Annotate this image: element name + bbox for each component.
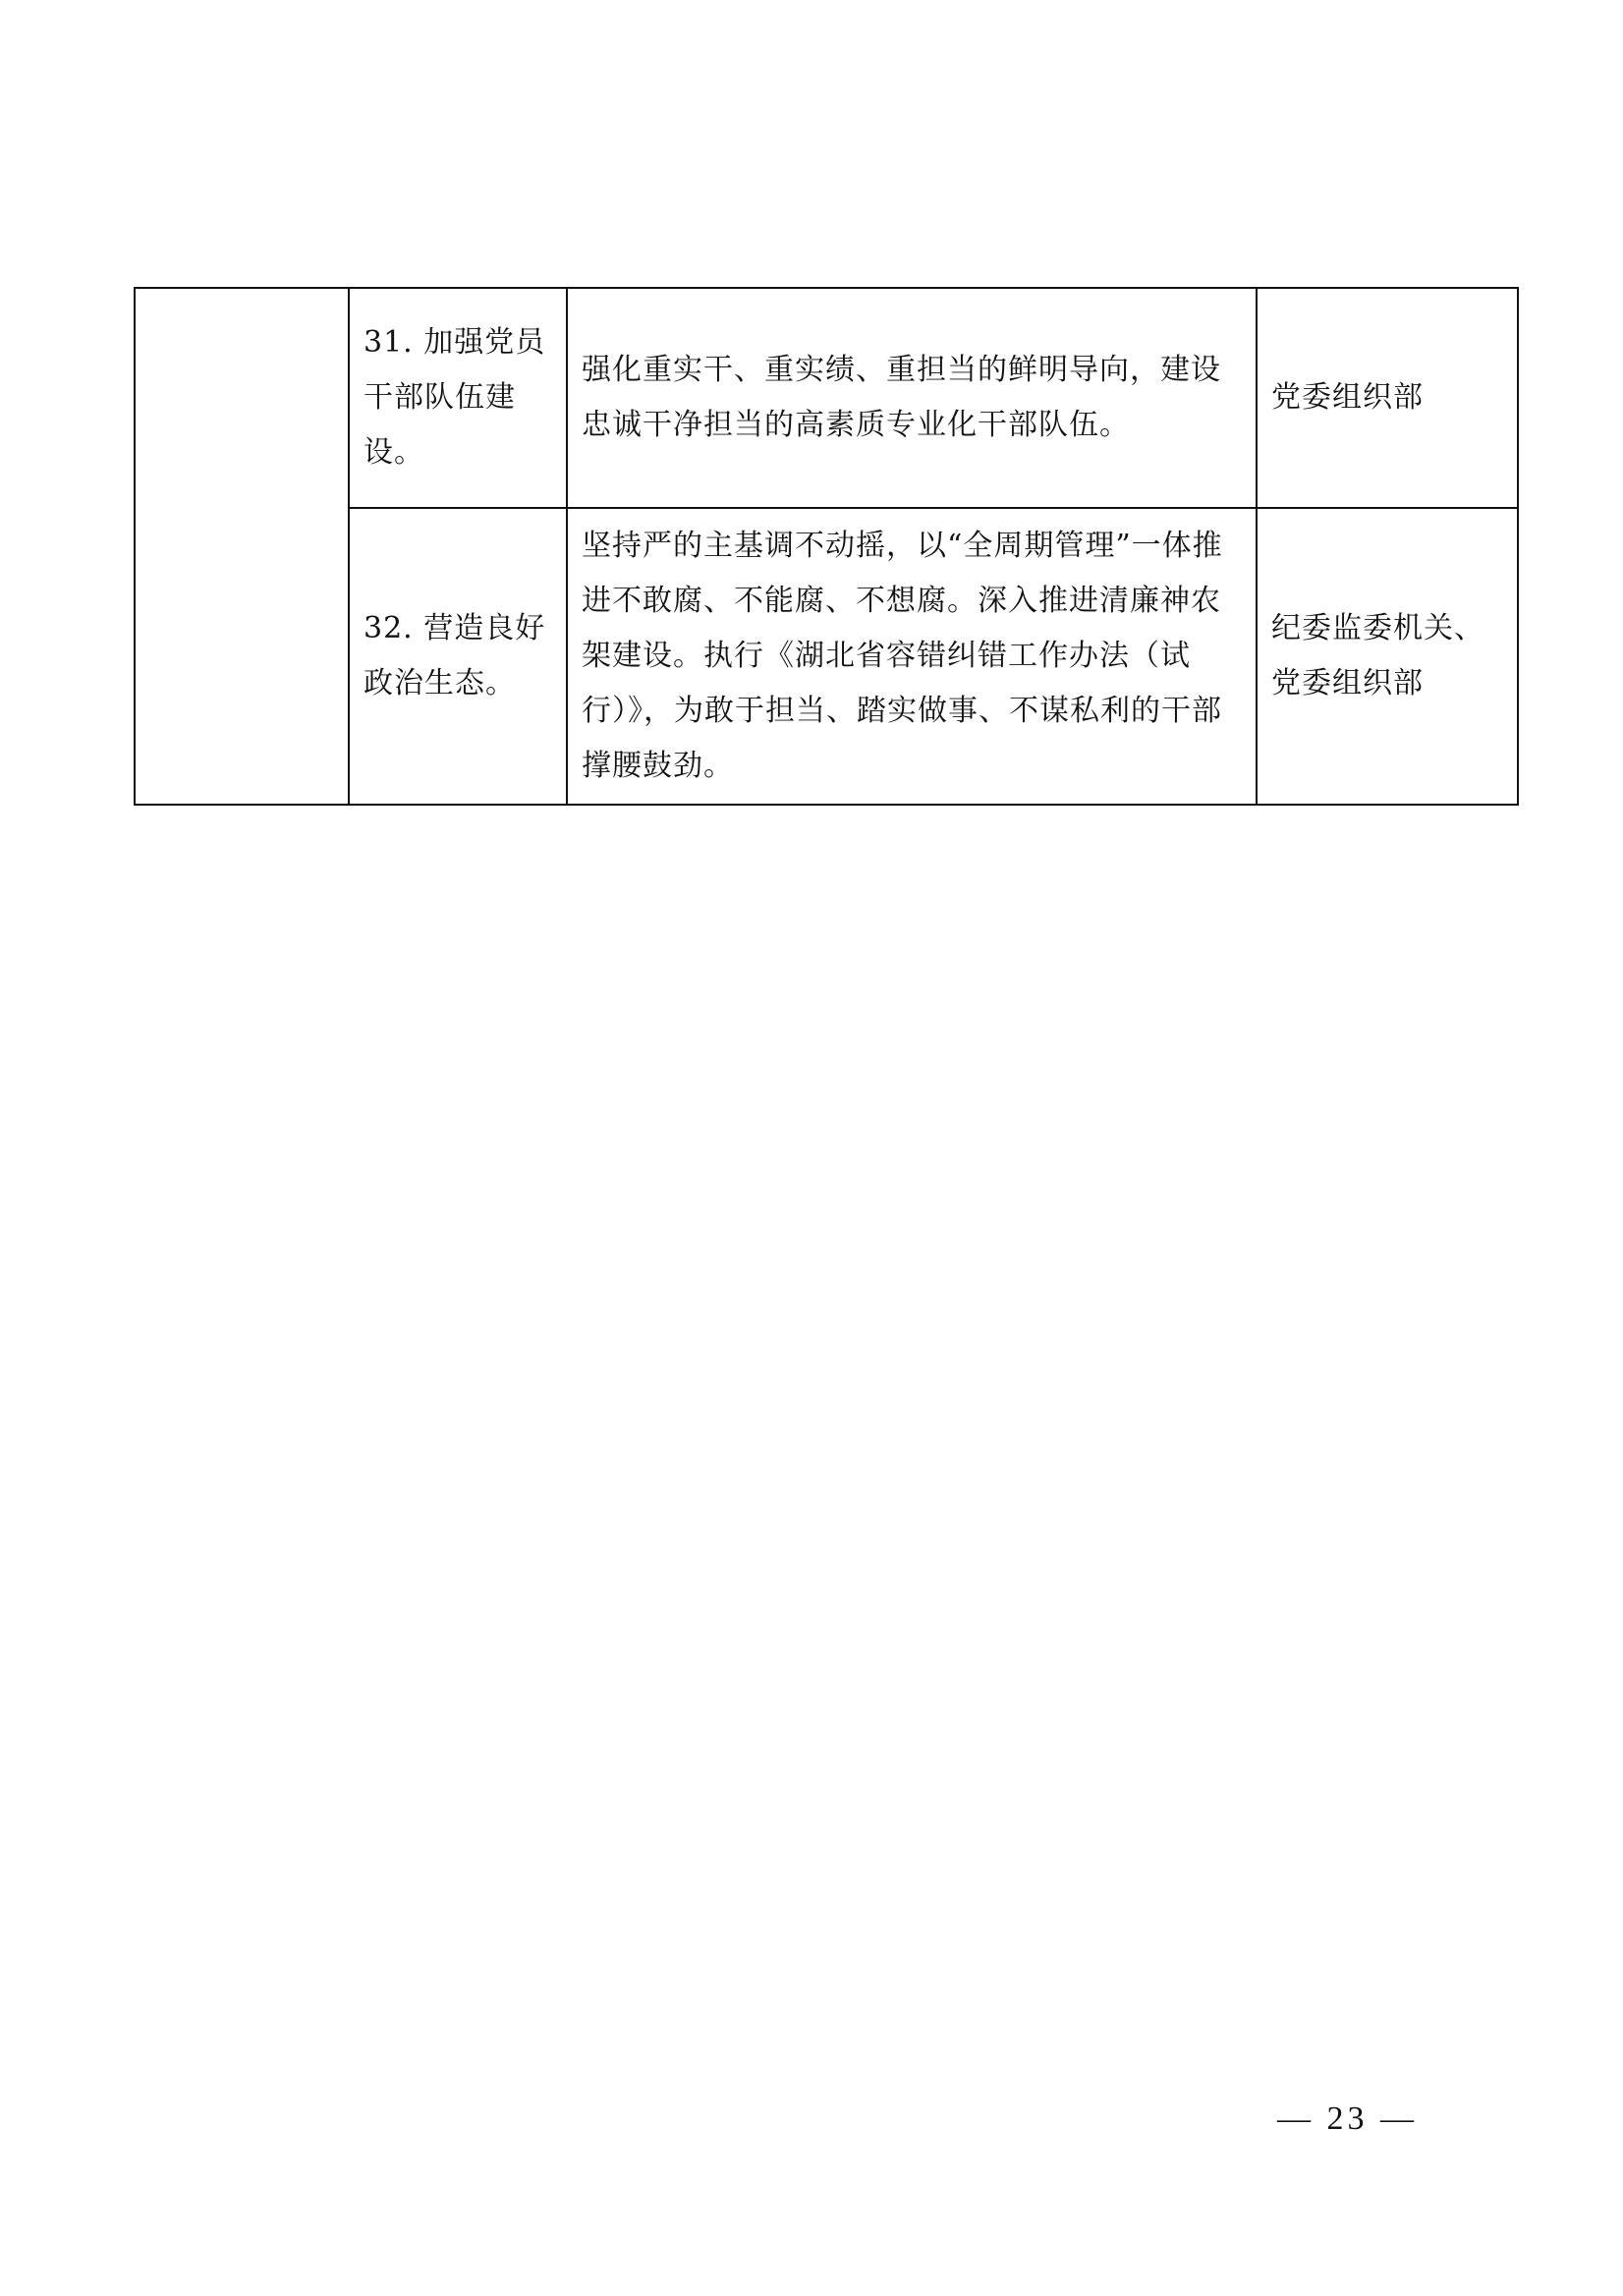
department-cell: 纪委监委机关、党委组织部: [1257, 508, 1518, 805]
content-cell: 坚持严的主基调不动摇，以“全周期管理”一体推进不敢腐、不能腐、不想腐。深入推进清廉神农架建设。执行《湖北省容错纠错工作办法（试行）》，为敢于担当、踏实做事、不谋私利的干部撑腰鼓劲。: [567, 508, 1257, 805]
table-row: [135, 288, 1518, 508]
item-cell: 32. 营造良好政治生态。: [349, 508, 567, 805]
category-cell: [135, 288, 349, 805]
task-table: [134, 287, 1519, 806]
department-cell: 党委组织部: [1257, 288, 1518, 508]
page-number: — 23 —: [1277, 2100, 1418, 2137]
document-table-container: [134, 287, 1517, 806]
item-cell: 31. 加强党员干部队伍建设。: [349, 288, 567, 508]
content-cell: 强化重实干、重实绩、重担当的鲜明导向，建设忠诚干净担当的高素质专业化干部队伍。: [567, 288, 1257, 508]
